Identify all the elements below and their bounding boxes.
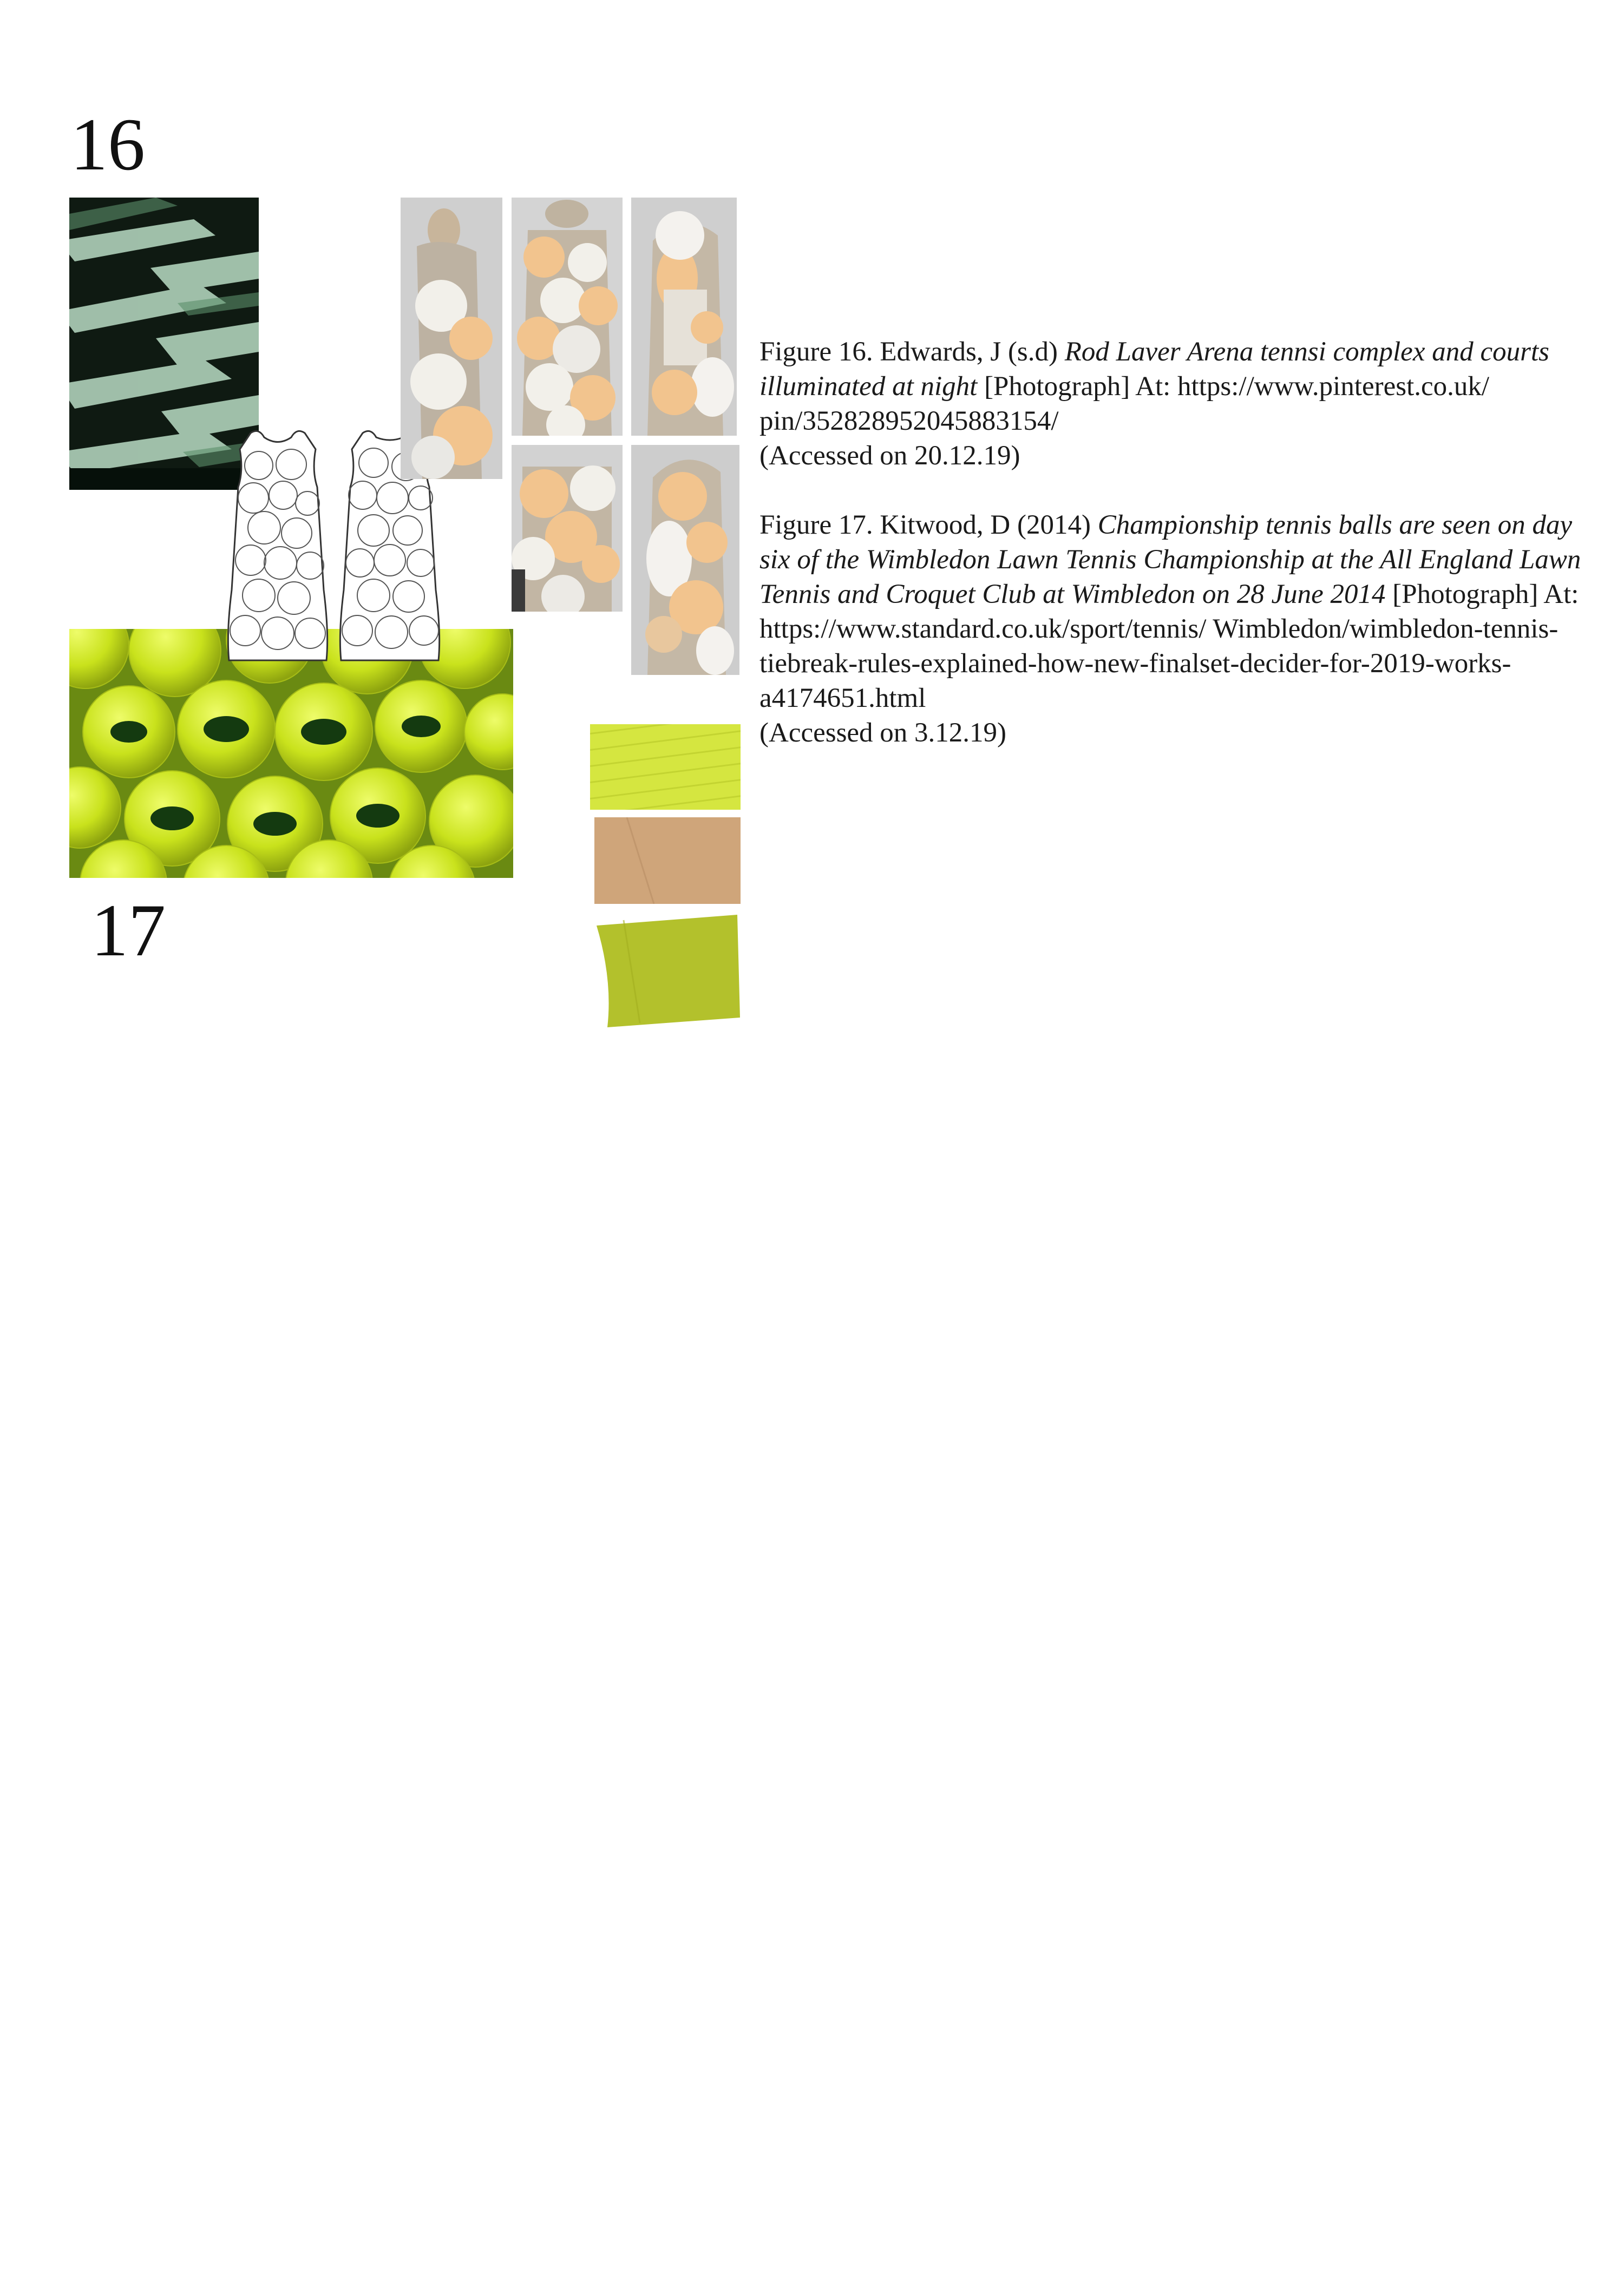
caption-16-title: Rod Laver Arena tennsi complex and courts illuminated at night	[759, 337, 1549, 402]
toile-photo-4	[512, 445, 623, 612]
toile-photo-3	[631, 198, 737, 436]
caption-16-source: [Photograph] At: https://www.pinterest.co.uk/ pin/352828952045883154/	[759, 371, 1490, 436]
caption-16-accessed: (Accessed on 20.12.19)	[759, 441, 1020, 471]
fabric-swatch-olive	[591, 915, 742, 1027]
caption-figure-16	[759, 334, 1604, 473]
caption-17-accessed: (Accessed on 3.12.19)	[759, 718, 1007, 748]
figure-captions	[759, 334, 1604, 785]
tennis-balls-photo	[69, 629, 513, 878]
caption-figure-17	[759, 508, 1604, 750]
fabric-swatch-beige	[594, 817, 741, 904]
toile-photo-1	[401, 198, 502, 479]
caption-17-source: [Photograph] At: https://www.standard.co.uk/sport/tennis/ Wimbledon/wimbledon-tennis-tiebreak-rules-explained-how-new-finalset-decider-for-2019-works-a4174651.html	[759, 579, 1579, 713]
fabric-swatch-yellow	[590, 724, 741, 810]
figure-16-label: 16	[70, 103, 145, 186]
caption-17-title: Championship tennis balls are seen on day six of the Wimbledon Lawn Tennis Championship at the All England Lawn Tennis and Croquet Club at Wimbledon on 28 June 2014	[759, 510, 1581, 609]
caption-17-prefix: Figure 17. Kitwood, D (2014)	[759, 510, 1098, 540]
dress-front-sketch	[221, 428, 335, 666]
figure-17-label: 17	[91, 889, 166, 972]
toile-photo-5	[631, 445, 739, 675]
toile-photo-2	[512, 198, 623, 436]
caption-16-prefix: Figure 16. Edwards, J (s.d)	[759, 337, 1065, 367]
